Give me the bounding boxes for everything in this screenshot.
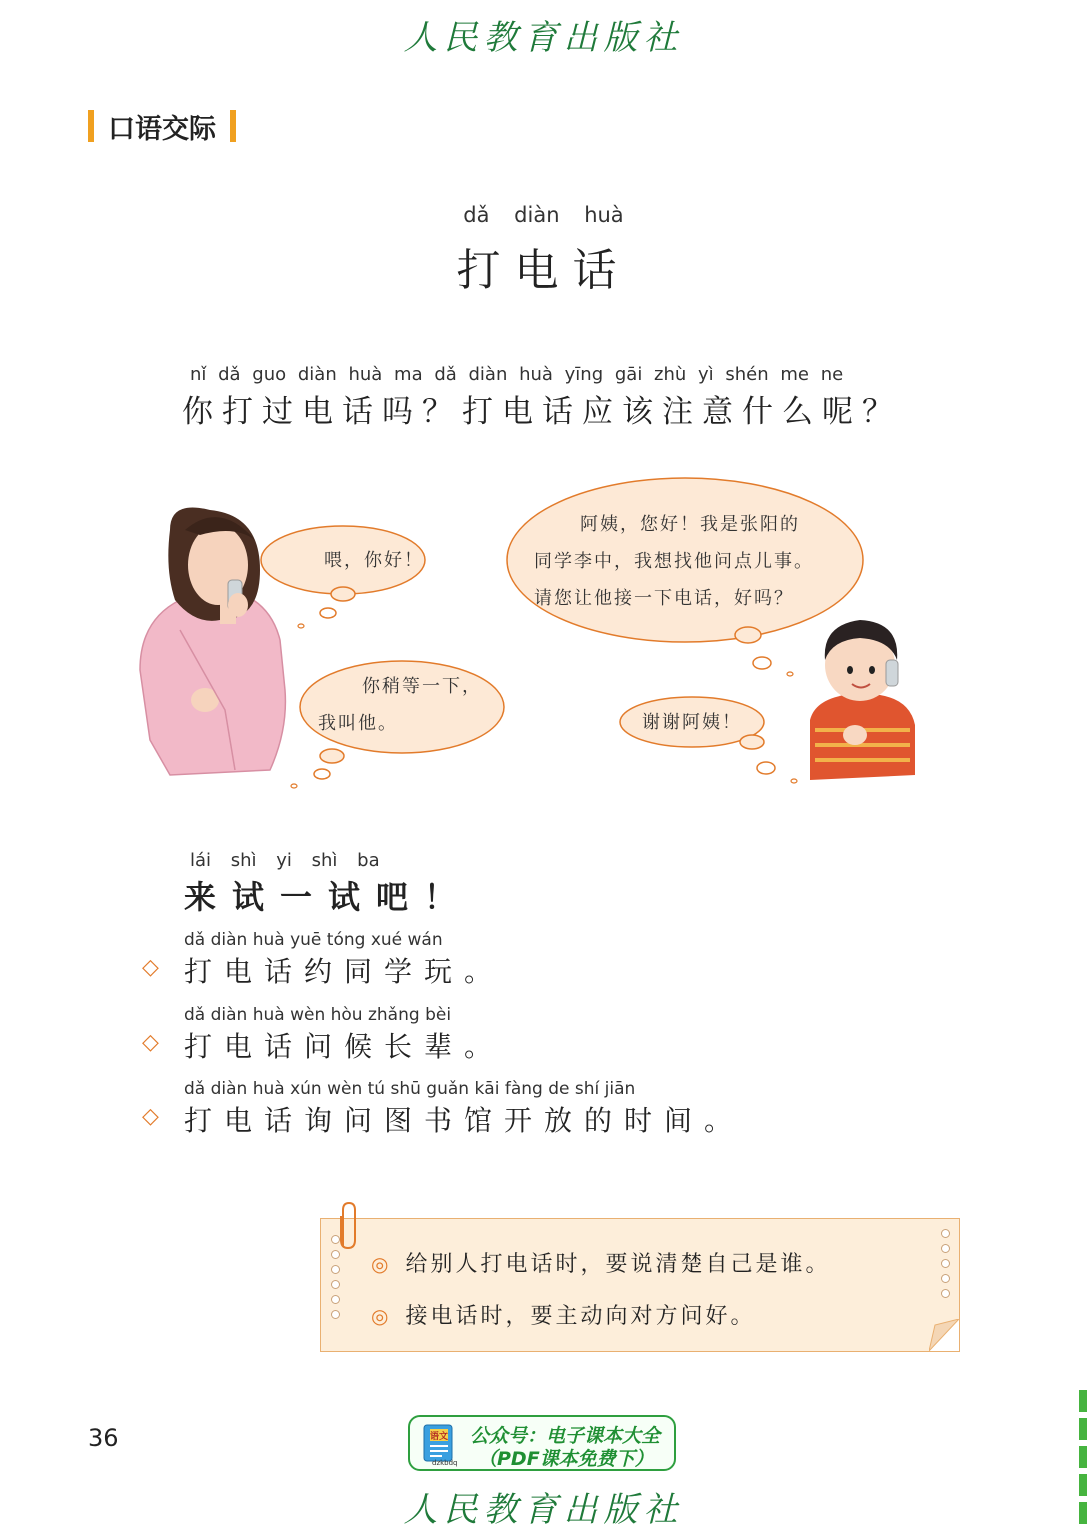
note-holes-right bbox=[941, 1223, 951, 1304]
boy-figure bbox=[810, 620, 915, 780]
circle-bullet-icon: ◎ bbox=[371, 1252, 392, 1276]
paperclip-icon bbox=[335, 1200, 361, 1252]
try-it-pinyin: lái shì yi shì ba bbox=[190, 850, 380, 871]
diamond-bullet-icon: ◇ bbox=[142, 1030, 159, 1055]
side-marker-bars bbox=[1079, 1390, 1087, 1530]
bubble-boy-1-line1: 阿姨，您好！我是张阳的 bbox=[580, 514, 800, 535]
question-text: 你打过电话吗？打电话应该注意什么呢？ bbox=[182, 394, 902, 430]
promo-line-1: 公众号：电子课本大全 bbox=[470, 1425, 661, 1447]
item-3-text: 打电话询问图书馆开放的时间。 bbox=[184, 1104, 745, 1137]
tip-2-text: 接电话时，要主动向对方问好。 bbox=[405, 1304, 756, 1329]
page-number: 36 bbox=[88, 1424, 119, 1452]
promo-small-text: dzkbdq bbox=[432, 1459, 458, 1467]
publisher-header: 人民教育出版社 bbox=[403, 18, 684, 58]
bubble-boy-1-line2: 同学李中，我想找他问点儿事。 bbox=[534, 551, 814, 572]
bubble-boy-2-text: 谢谢阿姨！ bbox=[642, 712, 742, 733]
folded-corner-icon bbox=[929, 1319, 959, 1351]
promo-line-2: （PDF课本免费下） bbox=[478, 1448, 654, 1470]
section-label: 口语交际 bbox=[108, 113, 216, 145]
bubble-boy-1-line3: 请您让他接一下电话，好吗？ bbox=[534, 588, 794, 609]
woman-figure bbox=[140, 508, 285, 776]
tip-line-2 bbox=[371, 1299, 755, 1330]
question-pinyin: nǐ dǎ guo diàn huà ma dǎ diàn huà yīng gāi zhù yì shén me ne bbox=[190, 364, 844, 385]
item-1-pinyin: dǎ diàn huà yuē tóng xué wán bbox=[184, 930, 443, 950]
item-1-text: 打电话约同学玩。 bbox=[184, 955, 505, 988]
item-2-text: 打电话问候长辈。 bbox=[184, 1030, 505, 1063]
bubble-mom-2-line2: 我叫他。 bbox=[318, 713, 398, 734]
promo-icon-label: 语文 bbox=[430, 1432, 449, 1442]
title-pinyin: dǎ diàn huà bbox=[463, 203, 624, 227]
publisher-footer: 人民教育出版社 bbox=[403, 1490, 684, 1530]
promo-badge bbox=[408, 1415, 676, 1471]
try-it-heading: 来试一试吧！ bbox=[184, 878, 473, 916]
tip-note-box bbox=[320, 1218, 960, 1352]
tag-bar-left bbox=[88, 110, 94, 142]
tip-line-1 bbox=[371, 1247, 830, 1278]
diamond-bullet-icon: ◇ bbox=[142, 1104, 159, 1129]
tip-1-text: 给别人打电话时，要说清楚自己是谁。 bbox=[405, 1252, 831, 1277]
item-3-pinyin: dǎ diàn huà xún wèn tú shū guǎn kāi fàng de shí jiān bbox=[184, 1079, 636, 1099]
bubble-mom-1-text: 喂，你好！ bbox=[324, 550, 424, 571]
item-2-pinyin: dǎ diàn huà wèn hòu zhǎng bèi bbox=[184, 1005, 452, 1025]
bubble-mom-2-line1: 你稍等一下， bbox=[362, 676, 482, 697]
phone-call-illustration bbox=[110, 470, 940, 800]
tag-bar-right bbox=[230, 110, 236, 142]
page-title: 打电话 bbox=[456, 245, 631, 296]
circle-bullet-icon: ◎ bbox=[371, 1304, 392, 1328]
diamond-bullet-icon: ◇ bbox=[142, 955, 159, 980]
section-tag bbox=[88, 108, 236, 144]
